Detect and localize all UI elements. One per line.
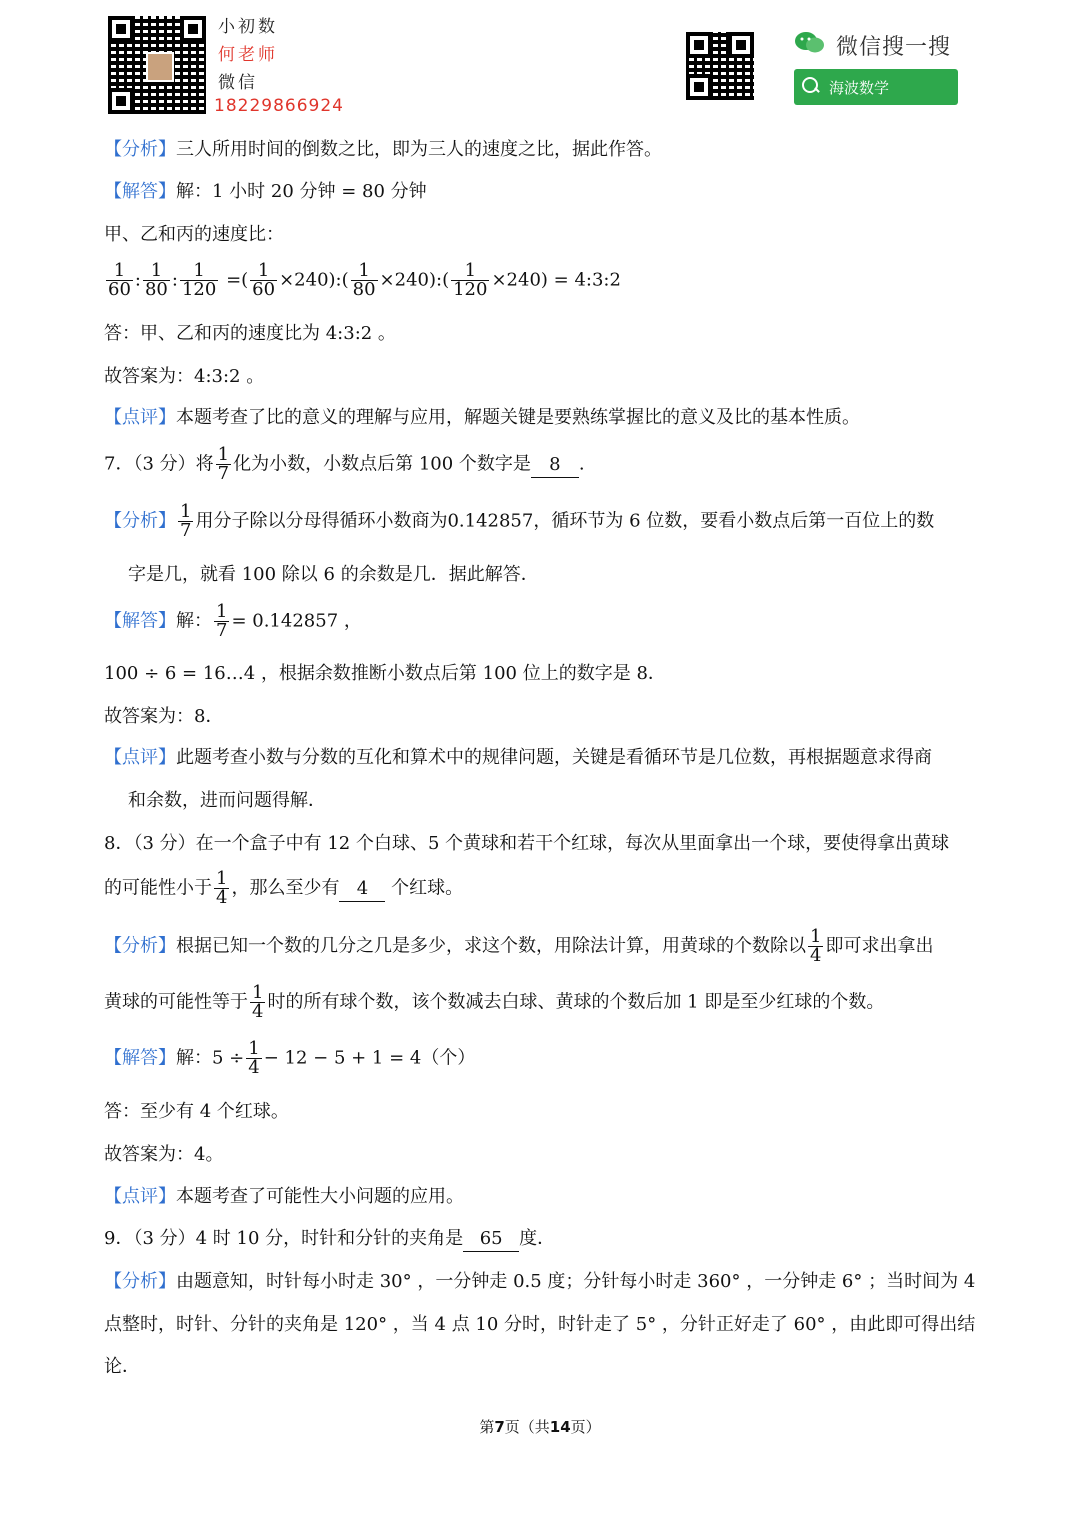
question-8: 8．（3 分）在一个盒子中有 12 个白球、5 个黄球和若干个红球，每次从里面拿出一个球，要使得拿出黄球 (104, 833, 950, 854)
text-line: 和余数，进而问题得解． (128, 790, 326, 811)
tag-comment: 【点评】 (104, 407, 176, 428)
search-button-label: 海波数学 (829, 79, 890, 97)
tag-analysis: 【分析】 (104, 935, 176, 957)
answer-blank: 4 (339, 877, 385, 902)
text: 解：1 小时 20 分钟 = 80 分钟 (176, 181, 427, 202)
tag-answer: 【解答】 (104, 181, 176, 202)
handwritten-line-3: 微信 (218, 73, 258, 93)
comment-line (104, 406, 860, 430)
answer-blank: 8 (531, 453, 579, 478)
question-8-cont: 的可能性小于 $\frac{1}{4}$ ，那么至少有 4 个红球。 (104, 868, 464, 908)
tag-analysis: 【分析】 (104, 510, 176, 532)
page-total: 14 (549, 1418, 571, 1436)
fraction: $\frac{1}{80}$ (144, 260, 168, 300)
text-line: 答：甲、乙和丙的速度比为 4:3:2 。 (104, 323, 396, 344)
page-header (0, 0, 1080, 130)
tag-answer: 【解答】 (104, 1047, 176, 1069)
text-line: 故答案为：4。 (104, 1144, 224, 1165)
tag-comment: 【点评】 (104, 1186, 176, 1207)
handwritten-phone: 18229866924 (214, 96, 344, 116)
fraction: $\frac{1}{120}$ (453, 260, 488, 300)
question-9: 9．（3 分）4 时 10 分，时针和分针的夹角是 65 度． (104, 1227, 555, 1252)
handwritten-line-2: 何老师 (218, 45, 278, 65)
text: 三人所用时间的倒数之比，即为三人的速度之比，据此作答。 (176, 139, 662, 160)
analysis-line: 【分析】根据已知一个数的几分之几是多少，求这个数，用除法计算，用黄球的个数除以 $\frac{1}{4}$ 即可求出拿出 (104, 926, 934, 966)
fraction: $\frac{1}{120}$ (181, 260, 217, 300)
fraction: $\frac{1}{4}$ (810, 926, 822, 966)
fraction: $\frac{1}{7}$ (217, 444, 230, 484)
fraction: $\frac{1}{7}$ (216, 601, 228, 641)
fraction: $\frac{1}{60}$ (252, 260, 276, 300)
text-line: 故答案为：8． (104, 706, 224, 727)
question-7: 7．（3 分）将 $\frac{1}{7}$ 化为小数，小数点后第 100 个数字是 8 . (104, 444, 585, 484)
text-line: 黄球的可能性等于 $\frac{1}{4}$ 时的所有球个数，该个数减去白球、黄球的个数后加 1 即是至少红球的个数。 (104, 982, 885, 1022)
fraction: $\frac{1}{4}$ (248, 1038, 260, 1078)
analysis-line (104, 138, 662, 162)
analysis-line (104, 1270, 975, 1294)
tag-comment: 【点评】 (104, 747, 176, 768)
ratio-equation: $\frac{1}{60}$ : $\frac{1}{80}$ : $\frac{1}{120}$ =( $\frac{1}{60}$ ×240):( $\frac{1}{80}$ ×240):( $\frac{1}{120}$ ×240) = 4:3:2 (108, 260, 621, 300)
handwritten-line-1: 小初数 (218, 17, 278, 37)
text: 本题考查了比的意义的理解与应用，解题关键是要熟练掌握比的意义及比的基本性质。 (176, 407, 860, 428)
text-line: 点整时，时针、分针的夹角是 120° ，当 4 点 10 分时，时针走了 5° ，分针正好走了 60° ，由此即可得出结 (104, 1314, 976, 1335)
comment-line (104, 1185, 464, 1209)
comment-line (104, 746, 932, 770)
text: 本题考查了可能性大小问题的应用。 (176, 1186, 464, 1207)
text-line: 100 ÷ 6 = 16…4 ，根据余数推断小数点后第 100 位上的数字是 8． (104, 663, 666, 684)
text-line: 答：至少有 4 个红球。 (104, 1101, 289, 1122)
text-line: 论． (104, 1356, 140, 1377)
page-footer: 第7页（共14页） (479, 1418, 601, 1436)
text-line: 甲、乙和丙的速度比： (104, 224, 284, 245)
avatar (146, 52, 174, 82)
answer-line: 【解答】解：5 ÷ $\frac{1}{4}$ − 12 − 5 + 1 = 4（个） (104, 1038, 476, 1078)
answer-line: 【解答】解： $\frac{1}{7}$ = 0.142857 ， (104, 601, 362, 641)
fraction: $\frac{1}{7}$ (180, 501, 192, 541)
fraction: $\frac{1}{4}$ (216, 868, 228, 908)
tag-answer: 【解答】 (104, 610, 176, 632)
analysis-line: 【分析】 $\frac{1}{7}$ 用分子除以分母得循环小数商为0.142857，循环节为 6 位数，要看小数点后第一百位上的数 (104, 501, 935, 541)
text: 此题考查小数与分数的互化和算术中的规律问题，关键是看循环节是几位数，再根据题意求得商 (176, 747, 932, 768)
wechat-icon (794, 30, 826, 56)
fraction: $\frac{1}{80}$ (352, 260, 376, 300)
search-icon-handle (814, 87, 820, 93)
answer-blank: 65 (463, 1227, 519, 1252)
fraction: $\frac{1}{4}$ (252, 982, 264, 1022)
tag-analysis: 【分析】 (104, 1271, 176, 1292)
wechat-search-button[interactable] (794, 69, 958, 105)
qr-code-right (686, 32, 754, 100)
text-line: 故答案为：4:3:2 。 (104, 366, 265, 387)
page-number: 7 (494, 1418, 505, 1436)
text: 由题意知，时针每小时走 30° ，一分钟走 0.5 度；分针每小时走 360° ，一分钟走 6° ；当时间为 4 (176, 1271, 976, 1292)
wechat-search-title: 微信搜一搜 (836, 35, 952, 60)
answer-line (104, 180, 427, 204)
tag-analysis: 【分析】 (104, 139, 176, 160)
fraction: $\frac{1}{60}$ (108, 260, 131, 300)
text-line: 字是几，就看 100 除以 6 的余数是几．据此解答． (128, 564, 539, 585)
